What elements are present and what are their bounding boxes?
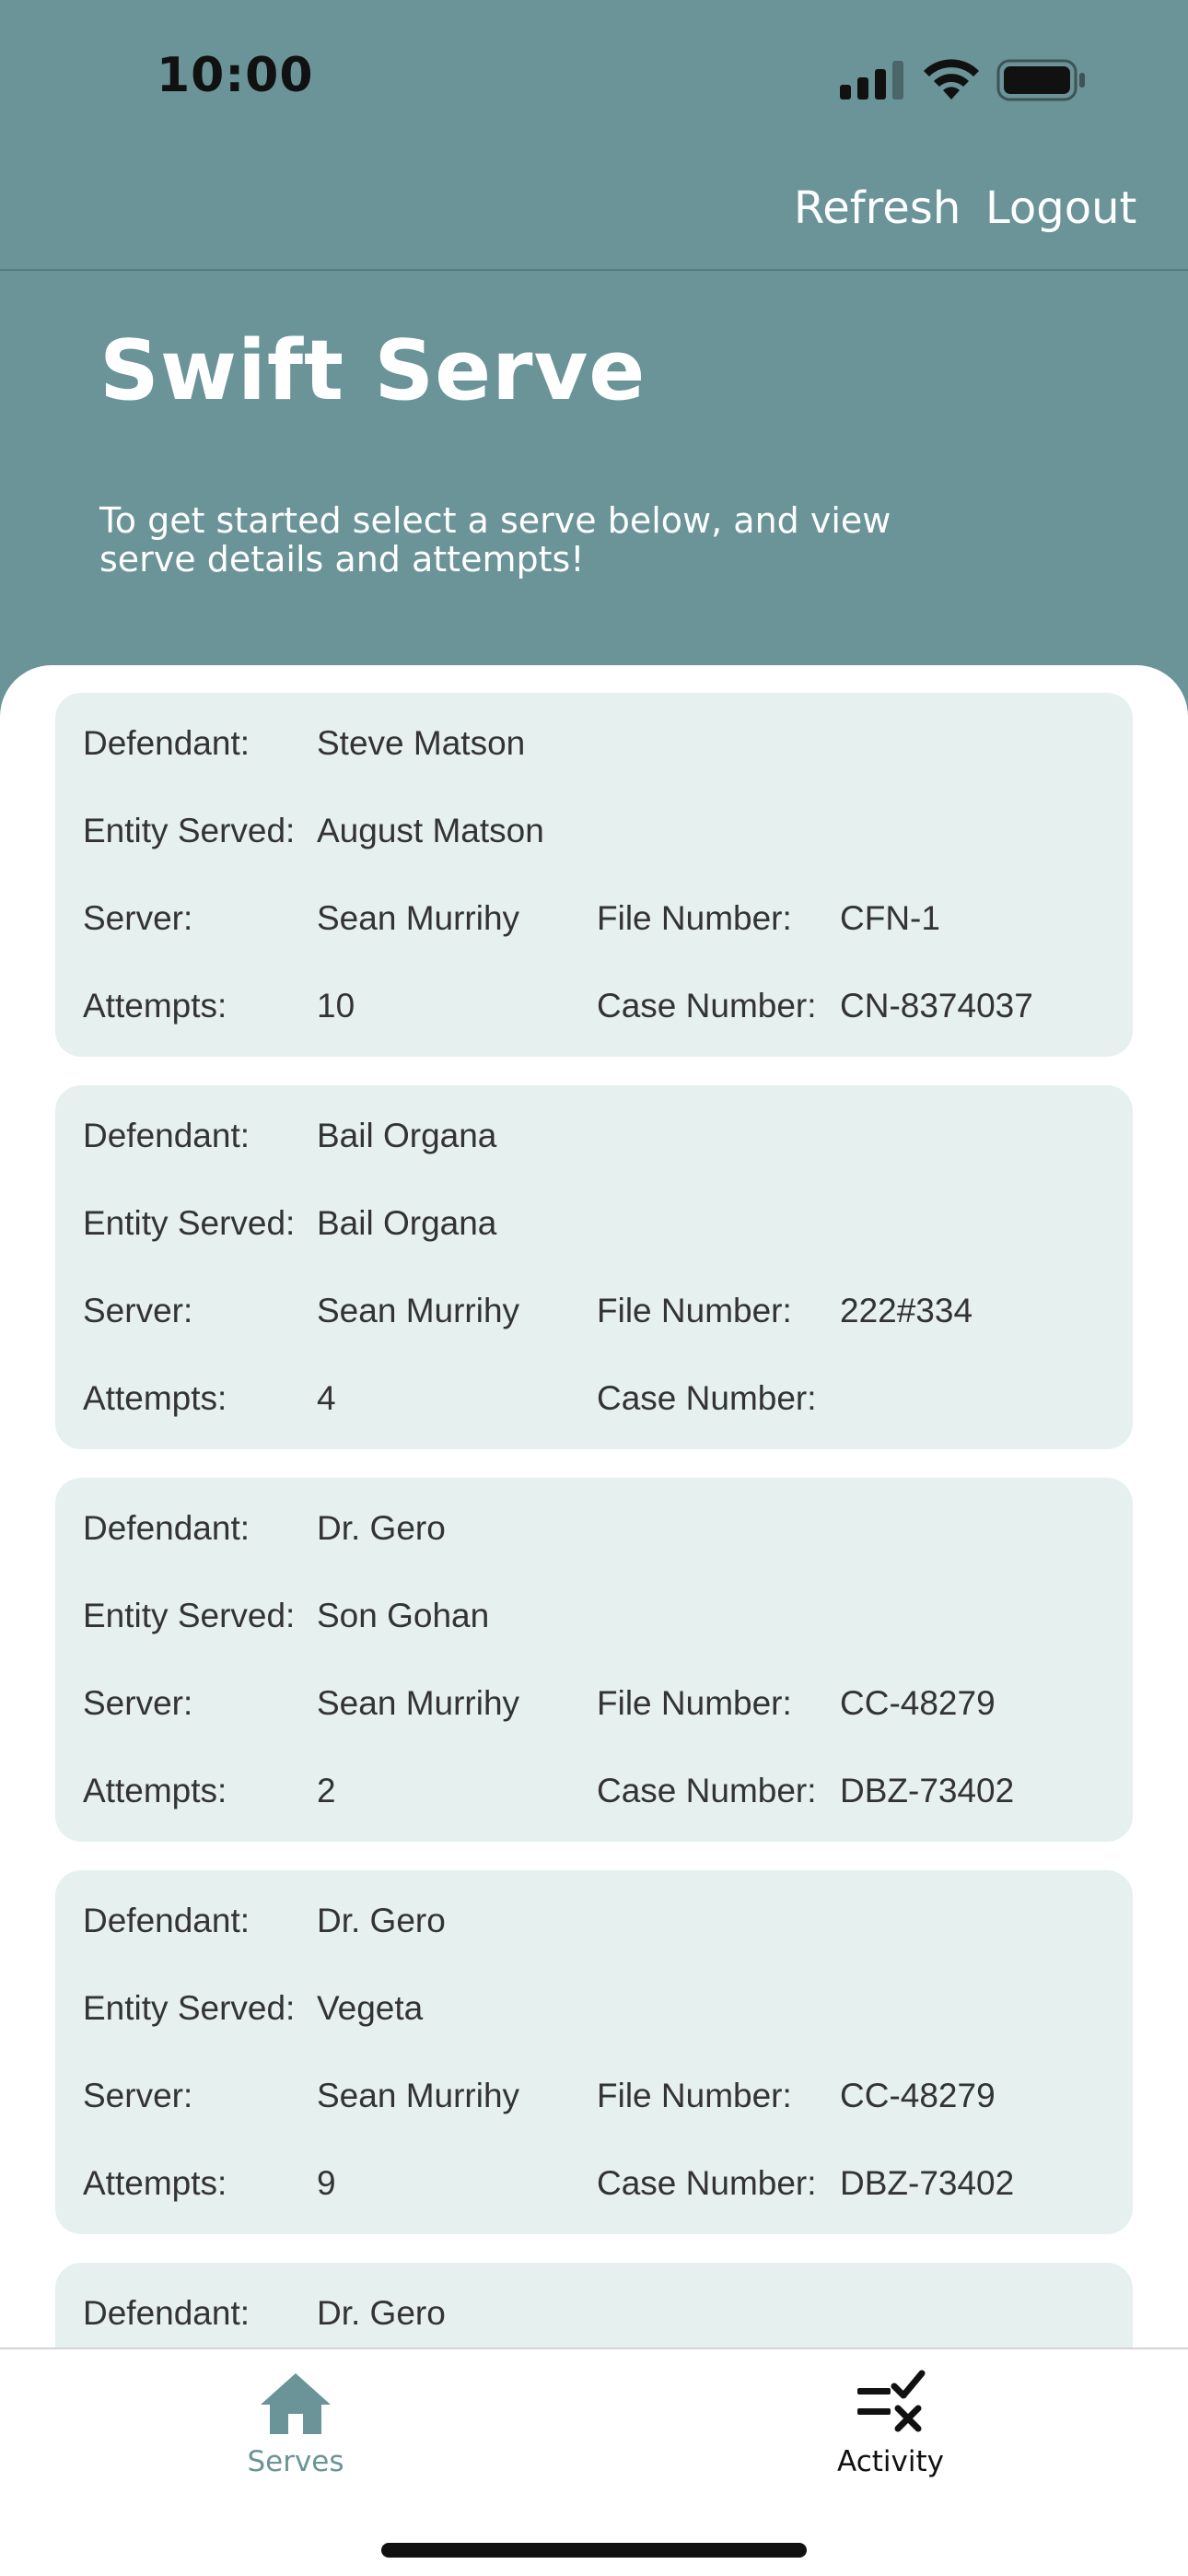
server-row [55,1684,1133,1739]
activity-icon [854,2370,927,2436]
defendant-row [55,1902,1133,1957]
logout-button[interactable]: Logout [985,182,1137,234]
attempts-label: Attempts: [83,2164,227,2202]
file-number-label: File Number: [597,1684,792,1722]
defendant-label: Defendant: [83,1509,250,1547]
server-value: Sean Murrihy [317,1292,520,1329]
file-number-label: File Number: [597,2077,792,2114]
entity-served-row [55,812,1133,867]
defendant-label: Defendant: [83,1902,250,1939]
server-value: Sean Murrihy [317,2077,520,2114]
entity-served-label: Entity Served: [83,1204,296,1242]
status-time: 10:00 [157,48,314,103]
attempts-value: 2 [317,1772,336,1809]
serve-card[interactable] [55,693,1133,1057]
attempts-row [55,2164,1133,2219]
home-icon [259,2370,332,2436]
entity-served-row [55,1204,1133,1259]
server-label: Server: [83,2077,193,2114]
defendant-value: Dr. Gero [317,1509,446,1547]
serves-list [0,665,1188,2348]
server-row [55,1292,1133,1347]
file-number-label: File Number: [597,899,792,937]
file-number-value: CC-48279 [840,1684,996,1722]
case-number-label: Case Number: [597,1772,817,1809]
serve-card[interactable] [55,2263,1133,2348]
server-row [55,2077,1133,2132]
serve-card[interactable] [55,1085,1133,1449]
entity-served-row [55,1597,1133,1652]
attempts-row [55,1379,1133,1434]
entity-served-value: Bail Organa [317,1204,497,1242]
top-navigation [0,166,1188,271]
wifi-icon [921,57,982,101]
server-label: Server: [83,1684,193,1722]
case-number-value: CN-8374037 [840,987,1033,1025]
home-indicator[interactable] [381,2543,807,2558]
cellular-signal-icon [840,61,904,100]
entity-served-value: Son Gohan [317,1597,490,1634]
entity-served-label: Entity Served: [83,1597,296,1634]
attempts-label: Attempts: [83,1772,227,1809]
entity-served-label: Entity Served: [83,812,296,849]
attempts-row [55,987,1133,1042]
case-number-label: Case Number: [597,987,817,1025]
attempts-label: Attempts: [83,987,227,1025]
serve-card[interactable] [55,1870,1133,2234]
entity-served-value: Vegeta [317,1989,424,2027]
server-row [55,899,1133,954]
tab-bar [0,2348,1188,2576]
entity-served-row [55,1989,1133,2044]
defendant-row [55,1117,1133,1172]
file-number-value: CFN-1 [840,899,940,937]
tab-serves[interactable] [157,2349,434,2497]
attempts-value: 4 [317,1379,336,1417]
defendant-label: Defendant: [83,1117,250,1154]
entity-served-value: August Matson [317,812,544,849]
case-number-label: Case Number: [597,1379,817,1417]
server-label: Server: [83,1292,193,1329]
defendant-value: Dr. Gero [317,1902,446,1939]
attempts-value: 9 [317,2164,336,2202]
file-number-value: CC-48279 [840,2077,996,2114]
defendant-row [55,2294,1133,2348]
tab-activity-label: Activity [837,2445,944,2478]
defendant-value: Bail Organa [317,1117,497,1154]
server-value: Sean Murrihy [317,1684,520,1722]
file-number-value: 222#334 [840,1292,973,1329]
case-number-value: DBZ-73402 [840,2164,1015,2202]
defendant-value: Steve Matson [317,724,526,762]
defendant-row [55,724,1133,779]
defendant-value: Dr. Gero [317,2294,446,2332]
entity-served-label: Entity Served: [83,1989,296,2027]
page-title: Swift Serve [99,322,646,419]
defendant-row [55,1509,1133,1564]
refresh-button[interactable]: Refresh [794,182,961,234]
defendant-label: Defendant: [83,2294,250,2332]
serve-card[interactable] [55,1478,1133,1842]
page-subtitle: To get started select a serve below, and view serve details and attempts! [99,500,891,580]
tab-serves-label: Serves [247,2445,344,2478]
defendant-label: Defendant: [83,724,250,762]
attempts-label: Attempts: [83,1379,227,1417]
attempts-row [55,1772,1133,1827]
attempts-value: 10 [317,987,355,1025]
status-bar [0,0,1188,166]
tab-activity[interactable] [752,2349,1029,2497]
server-label: Server: [83,899,193,937]
server-value: Sean Murrihy [317,899,520,937]
file-number-label: File Number: [597,1292,792,1329]
case-number-value: DBZ-73402 [840,1772,1015,1809]
case-number-label: Case Number: [597,2164,817,2202]
battery-icon [996,59,1087,101]
